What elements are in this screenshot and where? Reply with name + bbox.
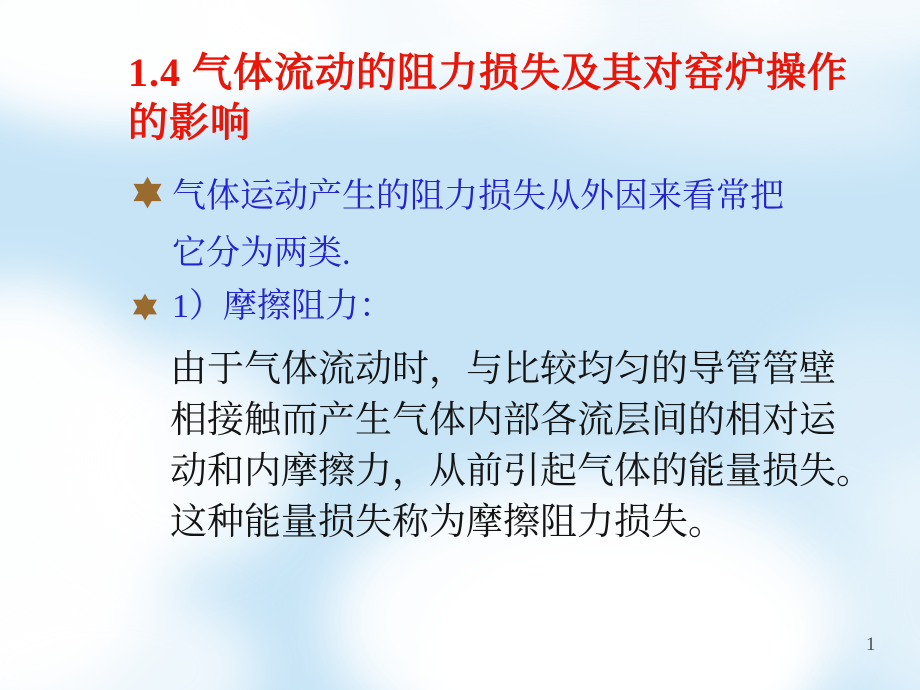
- paragraph-line: 由于气体流动时，与比较均匀的导管管壁: [170, 349, 836, 390]
- paragraph-line: 动和内摩擦力，从前引起气体的能量损失。: [170, 451, 873, 492]
- slide-title-line: 的影响: [128, 100, 251, 145]
- paragraph-line: 相接触而产生气体内部各流层间的相对运: [170, 400, 836, 441]
- page-number: 1: [866, 634, 876, 655]
- paragraph-line: 这种能量损失称为摩擦阻力损失。: [170, 502, 725, 543]
- body-paragraph: [170, 344, 873, 548]
- slide-title: [128, 48, 898, 148]
- bullet-text-line: 它分为两类.: [172, 235, 351, 272]
- bullet-text-line: 气体运动产生的阻力损失从外因来看常把: [172, 178, 784, 215]
- star-bullet-icon: [131, 176, 164, 209]
- slide-title-line: 1.4 气体流动的阻力损失及其对窑炉操作: [128, 50, 848, 95]
- star-bullet-icon: [131, 293, 159, 321]
- cloud: [0, 580, 260, 690]
- bullet-item: 1）摩擦阻力：: [172, 288, 393, 325]
- bullet-item: [172, 168, 784, 282]
